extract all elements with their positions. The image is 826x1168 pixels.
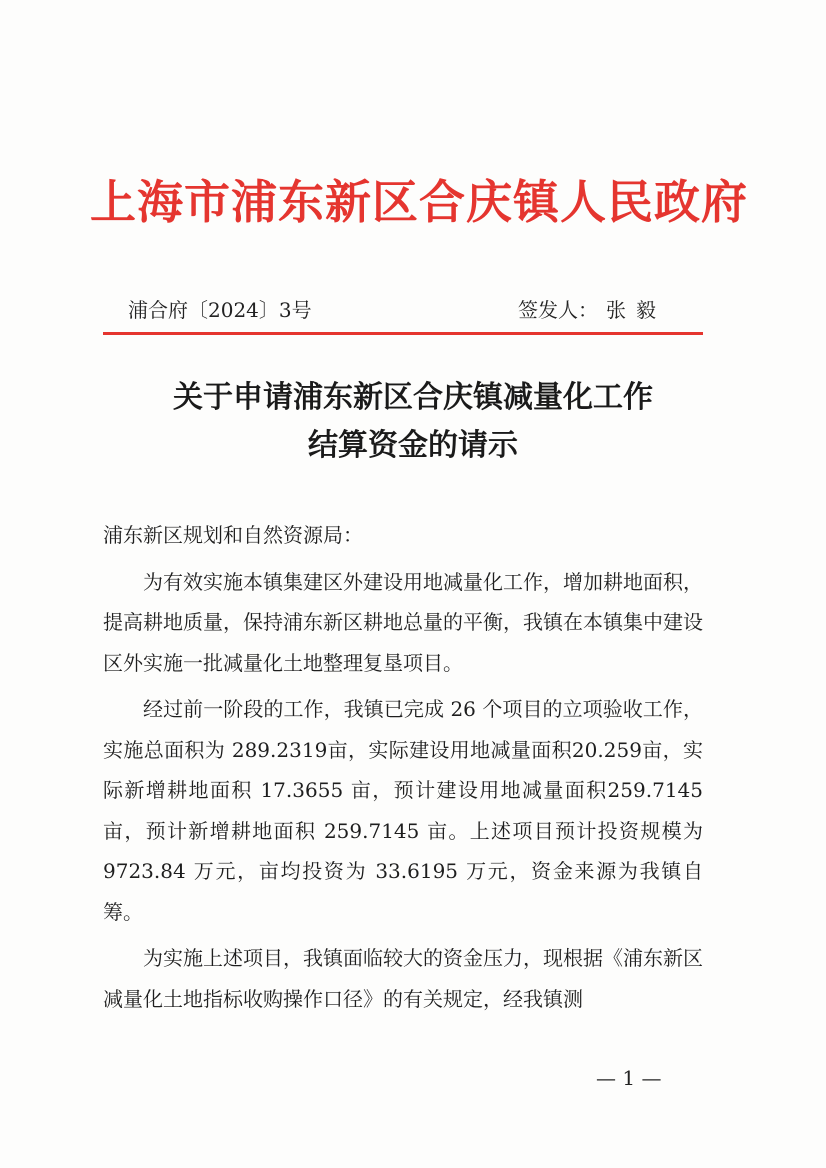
request-title <box>90 374 736 470</box>
paragraph-2: 经过前一阶段的工作，我镇已完成 26 个项目的立项验收工作，实施总面积为 289.2319亩，实际建设用地减量面积20.259亩，实际新增耕地面积 17.3655 亩，预计建设用地减量面积259.7145亩，预计新增耕地面积 259.7145 亩。上述项目预计投资规模为 9723.84 万元，亩均投资为 33.6195 万元，资金来源为我镇自筹。 <box>103 697 703 924</box>
paragraph-1: 为有效实施本镇集建区外建设用地减量化工作，增加耕地面积，提高耕地质量，保持浦东新区耕地总量的平衡，我镇在本镇集中建设区外实施一批减量化土地整理复垦项目。 <box>103 569 703 675</box>
signer <box>518 296 666 324</box>
document-body <box>103 515 703 1025</box>
recipient-line: 浦东新区规划和自然资源局： <box>103 523 363 547</box>
request-title-line-1: 关于申请浦东新区合庆镇减量化工作 <box>173 380 653 415</box>
request-title-line-2: 结算资金的请示 <box>308 428 518 463</box>
paragraph-3: 为实施上述项目，我镇面临较大的资金压力，现根据《浦东新区减量化土地指标收购操作口径》的有关规定，经我镇测 <box>103 946 703 1011</box>
document-number: 浦合府〔2024〕3号 <box>128 298 312 322</box>
red-separator-line <box>103 332 703 335</box>
government-title: 上海市浦东新区合庆镇人民政府 <box>90 175 748 229</box>
signer-name: 张毅 <box>606 298 666 322</box>
page-number: — 1 — <box>596 1066 662 1090</box>
signer-label: 签发人： <box>518 298 598 322</box>
